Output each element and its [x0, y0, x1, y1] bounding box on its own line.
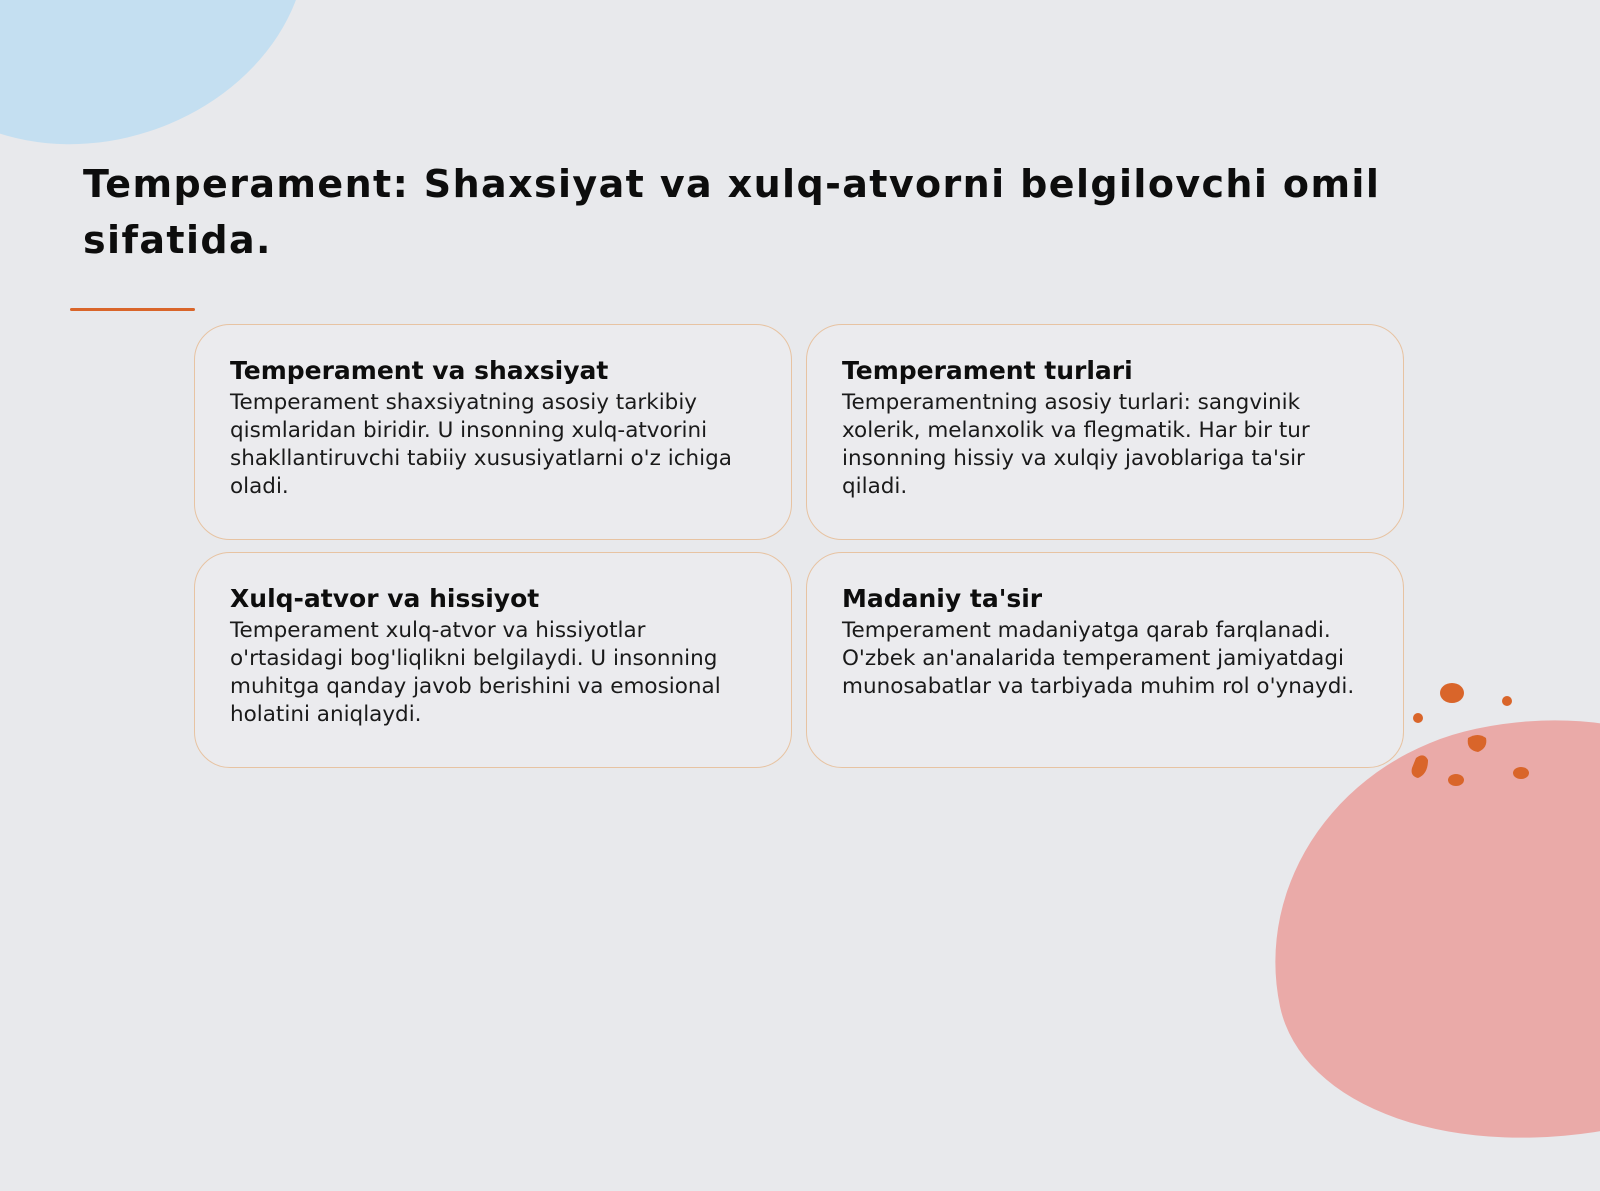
- card-text-line: munosabatlar va tarbiyada muhim rol o'ynaydi.: [842, 674, 1355, 699]
- paint-dot: [1502, 696, 1512, 706]
- card-text-line: qiladi.: [842, 474, 908, 499]
- card-text-line: qismlaridan biridir. U insonning xulq-atvorini: [230, 418, 708, 443]
- card-temperament-va-shaxsiyat: [194, 324, 792, 540]
- card-text: [230, 389, 757, 501]
- slide-title-line-1: Temperament: Shaxsiyat va xulq-atvorni belgilovchi omil: [83, 162, 1381, 206]
- card-text-line: muhitga qanday javob berishini va emosional: [230, 674, 721, 699]
- card-text-line: xolerik, melanxolik va flegmatik. Har bir tur: [842, 418, 1310, 443]
- slide-title: [83, 156, 1413, 268]
- card-text-line: Temperamentning asosiy turlari: sangvinik: [842, 390, 1301, 415]
- card-text-line: o'rtasidagi bog'liqlikni belgilaydi. U insonning: [230, 646, 718, 671]
- card-title: Temperament turlari: [842, 356, 1133, 385]
- paint-dot: [1440, 683, 1464, 703]
- card-text: [842, 389, 1369, 501]
- card-text-line: shakllantiruvchi tabiiy xususiyatlarni o'z ichiga: [230, 446, 732, 471]
- paint-dot: [1448, 774, 1464, 786]
- card-text: [230, 617, 757, 729]
- card-text-line: insonning hissiy va xulqiy javoblariga ta'sir: [842, 446, 1305, 471]
- card-text: [842, 617, 1369, 701]
- card-text-line: Temperament madaniyatga qarab farqlanadi.: [842, 618, 1331, 643]
- card-title: Xulq-atvor va hissiyot: [230, 584, 540, 613]
- paint-dot: [1468, 735, 1487, 752]
- paint-dot: [1413, 713, 1423, 723]
- paint-dot: [1513, 767, 1529, 779]
- card-xulq-atvor-va-hissiyot: [194, 552, 792, 768]
- card-title: Madaniy ta'sir: [842, 584, 1043, 613]
- card-text-line: O'zbek an'analarida temperament jamiyatdagi: [842, 646, 1344, 671]
- title-underline: [70, 308, 195, 311]
- card-text-line: holatini aniqlaydi.: [230, 702, 422, 727]
- card-madaniy-tasir: [806, 552, 1404, 768]
- card-text-line: Temperament xulq-atvor va hissiyotlar: [230, 618, 646, 643]
- card-temperament-turlari: [806, 324, 1404, 540]
- card-title: Temperament va shaxsiyat: [230, 356, 609, 385]
- card-text-line: oladi.: [230, 474, 289, 499]
- paint-dot: [1412, 755, 1428, 778]
- card-text-line: Temperament shaxsiyatning asosiy tarkibiy: [230, 390, 698, 415]
- slide-title-line-2: sifatida.: [83, 218, 272, 262]
